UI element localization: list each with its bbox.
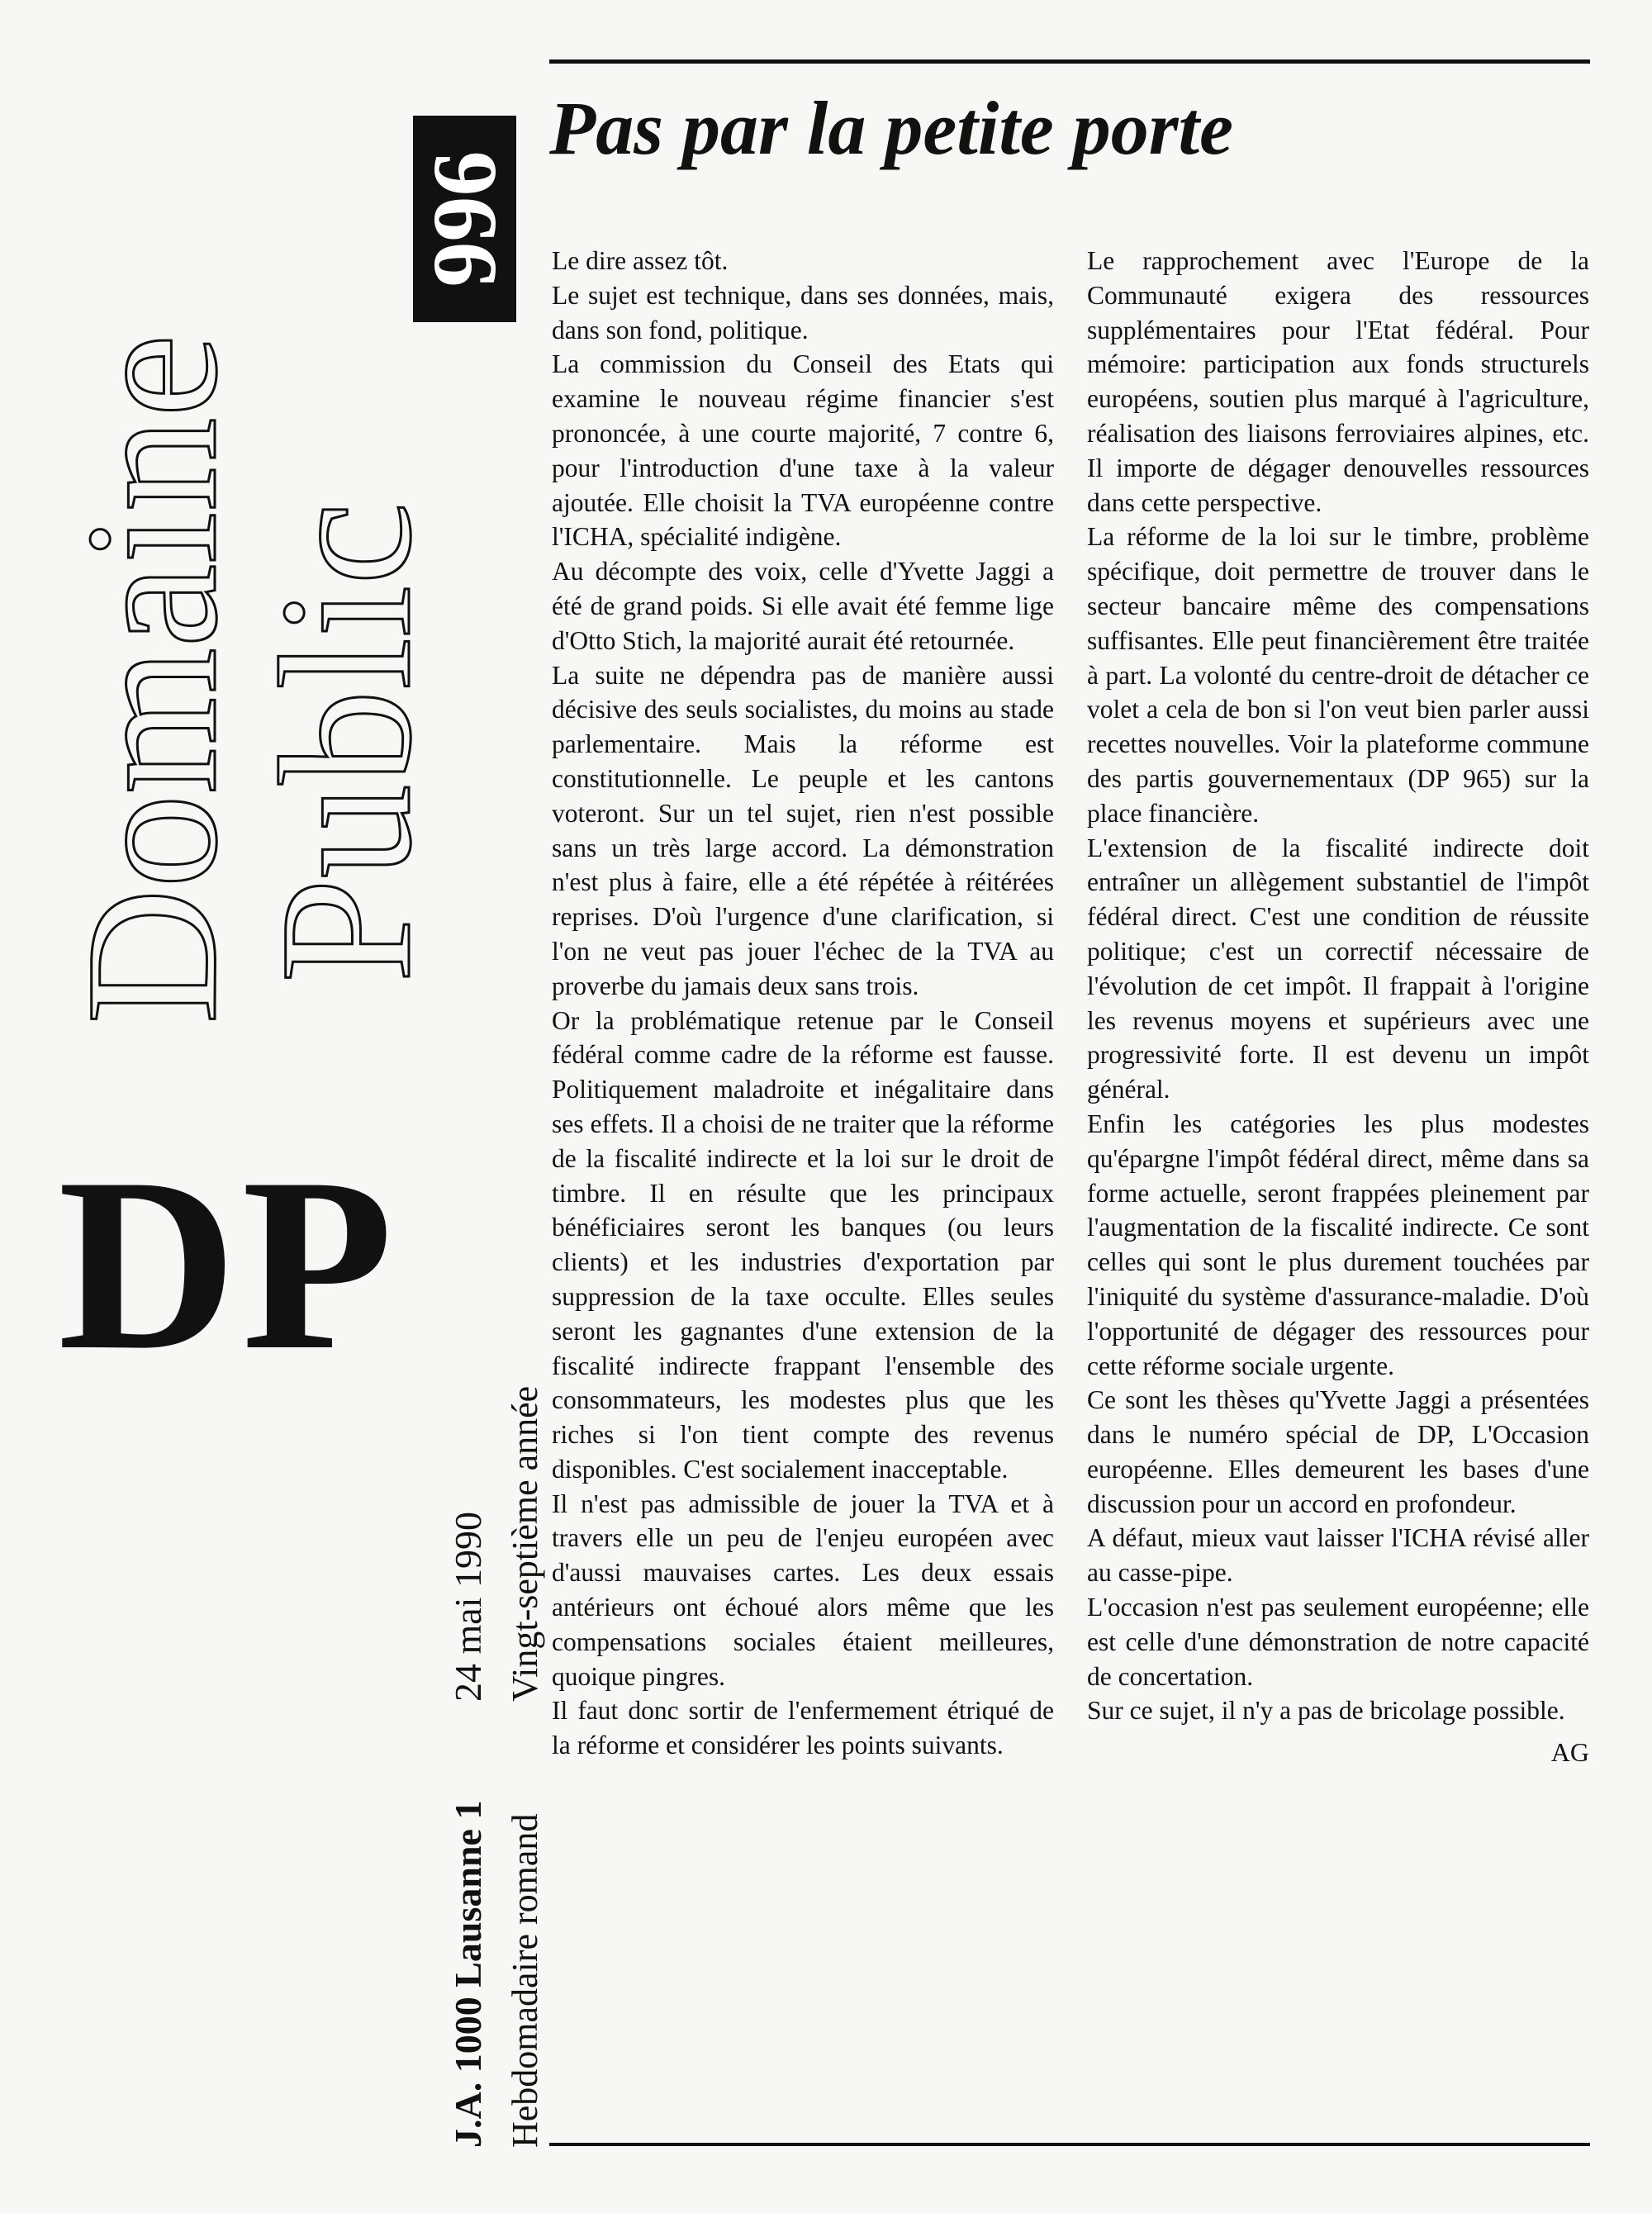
paragraph: Ce sont les thèses qu'Yvette Jaggi a présentées dans le numéro spécial de DP, L'Occasion européenne. Elles demeurent les bases d'une discussion pour un accord en profondeur. [1087, 1385, 1589, 1518]
issue-number-badge: 996 [413, 116, 516, 322]
top-rule [549, 59, 1590, 64]
paragraph: La réforme de la loi sur le timbre, problème spécifique, doit permettre de trouver dans le secteur bancaire même des compensations suffisantes. Elle peut financièrement être traitée à part. La volonté du centre-droit de détacher ce volet a cela de bon si l'on veut bien parler aussi recettes nouvelles. Voir la plateforme commune des partis gouvernementaux (DP 965) sur la place financière. [1087, 522, 1589, 828]
issue-date: 24 mai 1990 [447, 1512, 489, 1702]
bottom-rule [549, 2143, 1590, 2146]
author-signature: AG [1550, 1737, 1589, 1768]
paragraph: Le rapprochement avec l'Europe de la Communauté exigera des ressources supplémentaires pour l'Etat fédéral. Pour mémoire: participation aux fonds structurels européens, soutien plus marqué à l'agriculture, réalisation des liaisons ferroviaires alpines, etc. Il importe de dégager denouvelles ressources dans cette perspective. [1087, 246, 1589, 517]
paragraph: Sur ce sujet, il n'y a pas de bricolage possible. [1087, 1696, 1565, 1726]
masthead [48, 50, 545, 2164]
paragraph: L'occasion n'est pas seulement européenne; elle est celle d'une démonstration de notre capacité de concertation. [1087, 1593, 1589, 1691]
paragraph: La commission du Conseil des Etats qui examine le nouveau régime financier s'est prononcée, à une courte majorité, 7 contre 6, pour l'introduction d'une taxe à la valeur ajoutée. Elle choisit la TVA européenne contre l'ICHA, spécialité indigène. [552, 349, 1054, 552]
paragraph: La suite ne dépendra pas de manière aussi décisive des seuls socialistes, du moins au stade parlementaire. Mais la réforme est constitutionnelle. Le peuple et les cantons voteront. Sur un tel sujet, rien n'est possible sans un très large accord. La démonstration n'est plus à faire, elle a été répétée à réitérées reprises. D'où l'urgence d'une clarification, si l'on ne veut pas jouer l'échec de la TVA au proverbe du jamais deux sans trois. [552, 660, 1054, 1000]
paragraph: Le dire assez tôt. [552, 246, 729, 275]
article-title: Pas par la petite porte [549, 86, 1233, 170]
paragraph: Il n'est pas admissible de jouer la TVA et à travers elle un peu de l'enjeu européen avec d'aussi mauvaises cartes. Les deux essais antérieurs ont échoué alors même que les compensations sociales étaient meilleures, quoique pingres. [552, 1489, 1054, 1691]
publication-frequency: Hebdomadaire romand [505, 1813, 545, 2148]
paragraph: A défaut, mieux vaut laisser l'ICHA révisé aller au casse-pipe. [1087, 1523, 1589, 1588]
postal-info: J.A. 1000 Lausanne 1 [447, 1800, 489, 2148]
paragraph: Au décompte des voix, celle d'Yvette Jaggi a été de grand poids. Si elle avait été femme lige d'Otto Stich, la majorité aurait été retournée. [552, 557, 1054, 655]
article-column-left [552, 244, 1054, 1769]
masthead-initials: DP [58, 1127, 398, 1401]
paragraph: L'extension de la fiscalité indirecte doit entraîner un allègement substantiel de l'impôt fédéral direct. C'est une condition de réussite politique; c'est un correctif nécessaire de l'évolution de cet impôt. Il frappait à l'origine les revenus moyens et supérieurs avec une progressivité forte. Il est devenu un impôt général. [1087, 833, 1589, 1104]
masthead-public: Public [242, 501, 450, 983]
paragraph: Le sujet est technique, dans ses données, mais, dans son fond, politique. [552, 280, 1054, 344]
paragraph: Il faut donc sortir de l'enfermement étriqué de la réforme et considérer les points suivants. [552, 1696, 1054, 1760]
publication-year: Vingt-septième année [505, 1385, 545, 1702]
article-body [552, 244, 1591, 1769]
paragraph: Enfin les catégories les plus modestes qu'épargne l'impôt fédéral direct, même dans sa forme actuelle, seront frappées pleinement par l'augmentation de la fiscalité indirecte. Ce sont celles qui sont le plus durement touchées par l'iniquité du système d'assurance-maladie. D'où l'opportunité de dégager des ressources pour cette réforme sociale urgente. [1087, 1109, 1589, 1380]
masthead-domaine: Domaine [48, 334, 256, 1024]
article-column-right [1087, 244, 1589, 1769]
paragraph: Or la problématique retenue par le Conseil fédéral comme cadre de la réforme est fausse. Politiquement maladroite et inégalitaire dans ses effets. Il a choisi de ne traiter que la réforme de la fiscalité indirecte et la loi sur le droit de timbre. Il en résulte que les principaux bénéficiaires seront les banques (ou leurs clients) et les industries d'exportation par suppression de la taxe occulte. Elles seules seront les gagnantes d'une extension de la fiscalité indirecte frappant l'ensemble des consommateurs, les modestes plus que les riches si l'on tient compte des revenus disponibles. C'est socialement inacceptable. [552, 1005, 1054, 1484]
